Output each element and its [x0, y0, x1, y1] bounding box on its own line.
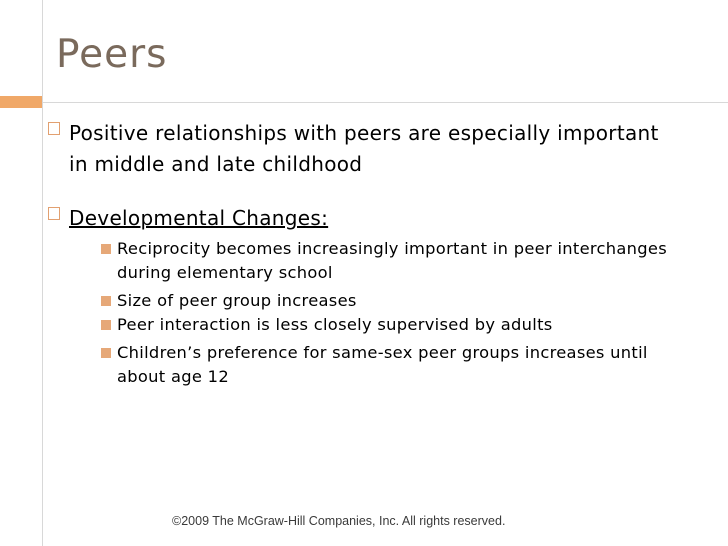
- sub-bullet-text: Peer interaction is less closely supervised by adults: [117, 315, 553, 334]
- filled-square-bullet-icon: [101, 348, 111, 358]
- sub-bullet-text: Children’s preference for same-sex peer groups increases until about age 12: [117, 343, 648, 386]
- filled-square-bullet-icon: [101, 296, 111, 306]
- accent-bar: [0, 96, 42, 108]
- slide-title: Peers: [56, 32, 168, 77]
- sub-bullet-text: Reciprocity becomes increasingly important in peer interchanges during elementary school: [117, 239, 668, 282]
- copyright-footer: ©2009 The McGraw-Hill Companies, Inc. All rights reserved.: [172, 514, 506, 528]
- bullet-item: [48, 203, 668, 235]
- sub-bullet-item: [101, 289, 701, 313]
- bullet-heading: Developmental Changes:: [69, 206, 329, 230]
- hollow-square-bullet-icon: [48, 122, 60, 135]
- bullet-item: [48, 118, 668, 182]
- filled-square-bullet-icon: [101, 244, 111, 254]
- sub-bullet-item: [101, 237, 701, 285]
- sub-bullet-text: Size of peer group increases: [117, 291, 357, 310]
- filled-square-bullet-icon: [101, 320, 111, 330]
- left-vertical-rule: [42, 0, 43, 546]
- sub-bullet-item: [101, 341, 701, 389]
- hollow-square-bullet-icon: [48, 207, 60, 220]
- title-underline-rule: [0, 102, 728, 103]
- sub-bullet-item: [101, 313, 701, 337]
- bullet-text: Positive relationships with peers are especially important in middle and late childhood: [69, 121, 659, 176]
